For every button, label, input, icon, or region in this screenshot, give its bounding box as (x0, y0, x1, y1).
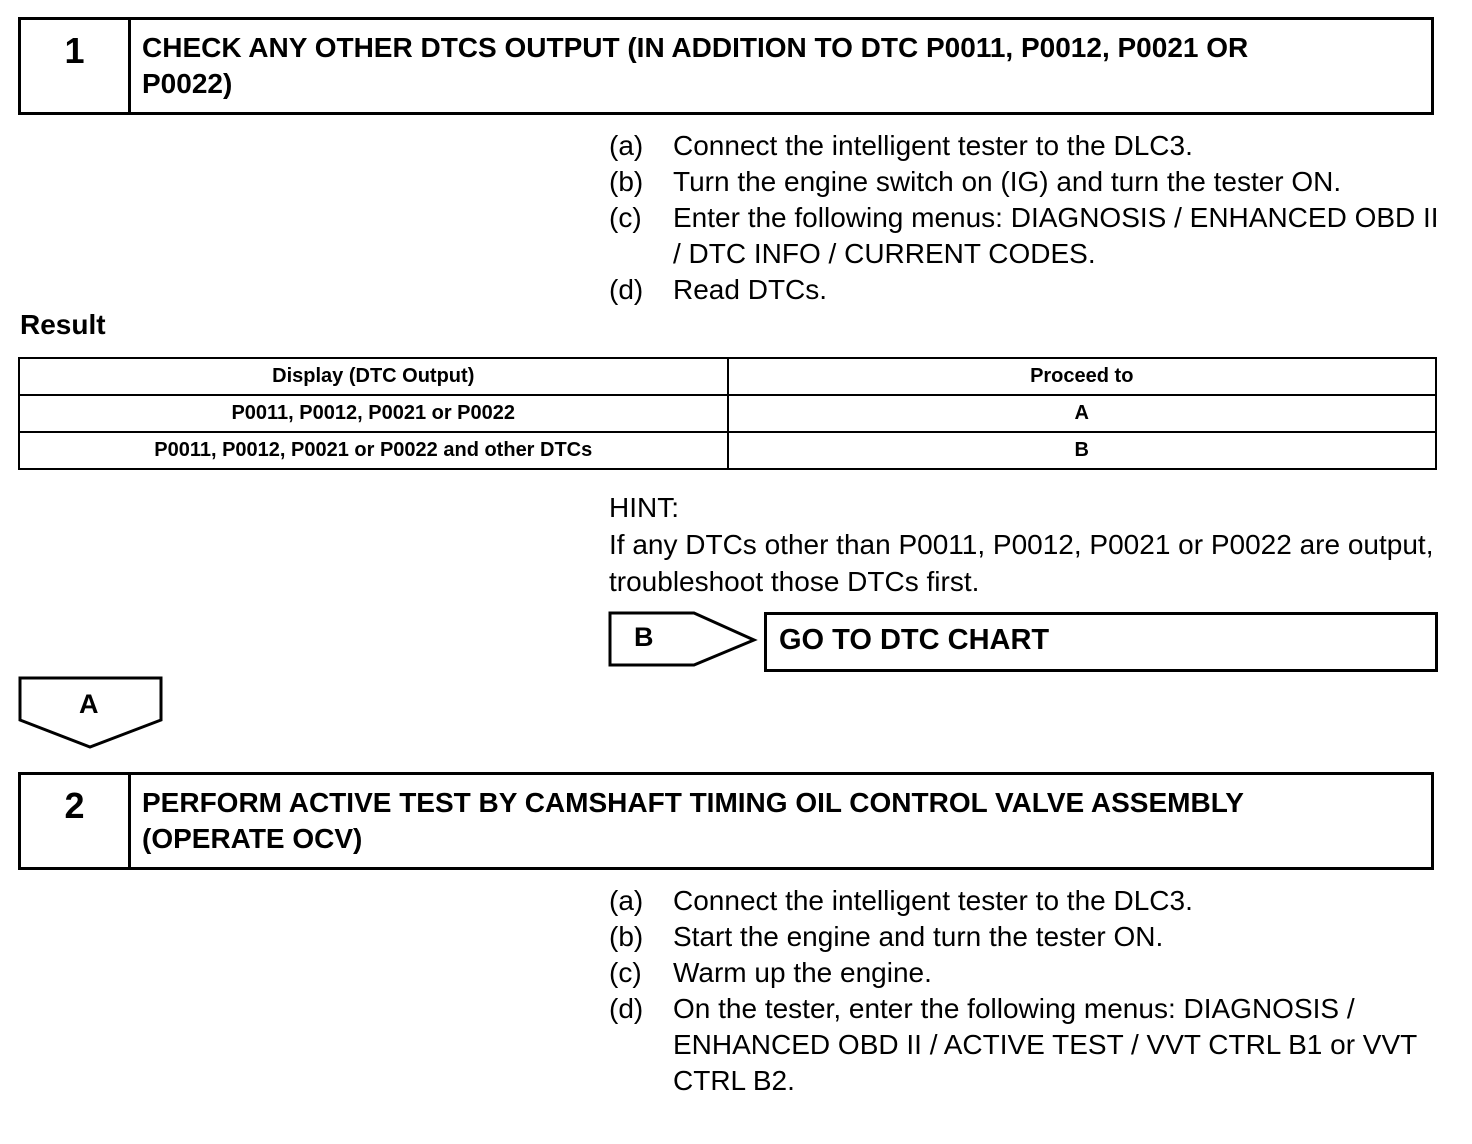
item-text: Enter the following menus: DIAGNOSIS / ENHANCED OBD II / DTC INFO / CURRENT CODES. (673, 202, 1439, 269)
item-letter: (d) (609, 274, 644, 305)
hint-text: If any DTCs other than P0011, P0012, P0021 or P0022 are output, troubleshoot those DTCs first. (609, 529, 1434, 597)
item-letter: (c) (609, 202, 642, 233)
column-header: Display (DTC Output) (19, 358, 728, 395)
result-label: Result (20, 309, 106, 340)
result-table (18, 357, 1437, 470)
go-to-dtc-chart-box: GO TO DTC CHART (764, 612, 1438, 672)
hint-label: HINT: (609, 492, 679, 523)
item-letter: (b) (609, 166, 644, 197)
item-text: On the tester, enter the following menus: DIAGNOSIS / ENHANCED OBD II / ACTIVE TEST / VVT CTRL B1 or VVT CTRL B2. (673, 993, 1417, 1096)
table-cell: B (728, 432, 1437, 469)
table-cell: P0011, P0012, P0021 or P0022 and other DTCs (19, 432, 728, 469)
branch-b-label: B (634, 622, 654, 652)
list-item (609, 200, 1439, 272)
item-text: Connect the intelligent tester to the DLC3. (673, 885, 1193, 916)
list-item (609, 955, 1439, 991)
item-letter: (d) (609, 993, 644, 1024)
branch-a-label: A (79, 689, 99, 719)
table-cell: A (728, 395, 1437, 432)
table-row (19, 395, 1436, 432)
item-text: Connect the intelligent tester to the DLC3. (673, 130, 1193, 161)
step-2-number: 2 (21, 775, 131, 867)
table-cell: P0011, P0012, P0021 or P0022 (19, 395, 728, 432)
item-letter: (a) (609, 885, 644, 916)
list-item (609, 991, 1439, 1099)
step-1-number: 1 (21, 20, 131, 112)
list-item (609, 883, 1439, 919)
step-2-title: PERFORM ACTIVE TEST BY CAMSHAFT TIMING OIL CONTROL VALVE ASSEMBLY (OPERATE OCV) (142, 787, 1244, 854)
step-1-procedure-list (609, 128, 1439, 308)
item-letter: (a) (609, 130, 644, 161)
branch-b-arrow-icon (608, 611, 760, 669)
item-text: Read DTCs. (673, 274, 828, 305)
item-text: Turn the engine switch on (IG) and turn the tester ON. (673, 166, 1342, 197)
item-letter: (b) (609, 921, 644, 952)
list-item (609, 164, 1439, 200)
item-text: Start the engine and turn the tester ON. (673, 921, 1164, 952)
step-1-title: CHECK ANY OTHER DTCS OUTPUT (IN ADDITION TO DTC P0011, P0012, P0021 OR P0022) (142, 32, 1249, 99)
item-text: Warm up the engine. (673, 957, 932, 988)
item-letter: (c) (609, 957, 642, 988)
hint (609, 489, 1439, 600)
table-row (19, 432, 1436, 469)
step-2-header (18, 772, 1434, 870)
list-item (609, 128, 1439, 164)
table-header-row (19, 358, 1436, 395)
column-header: Proceed to (728, 358, 1437, 395)
list-item (609, 272, 1439, 308)
step-1-header (18, 17, 1434, 115)
step-2-procedure-list (609, 883, 1439, 1099)
list-item (609, 919, 1439, 955)
